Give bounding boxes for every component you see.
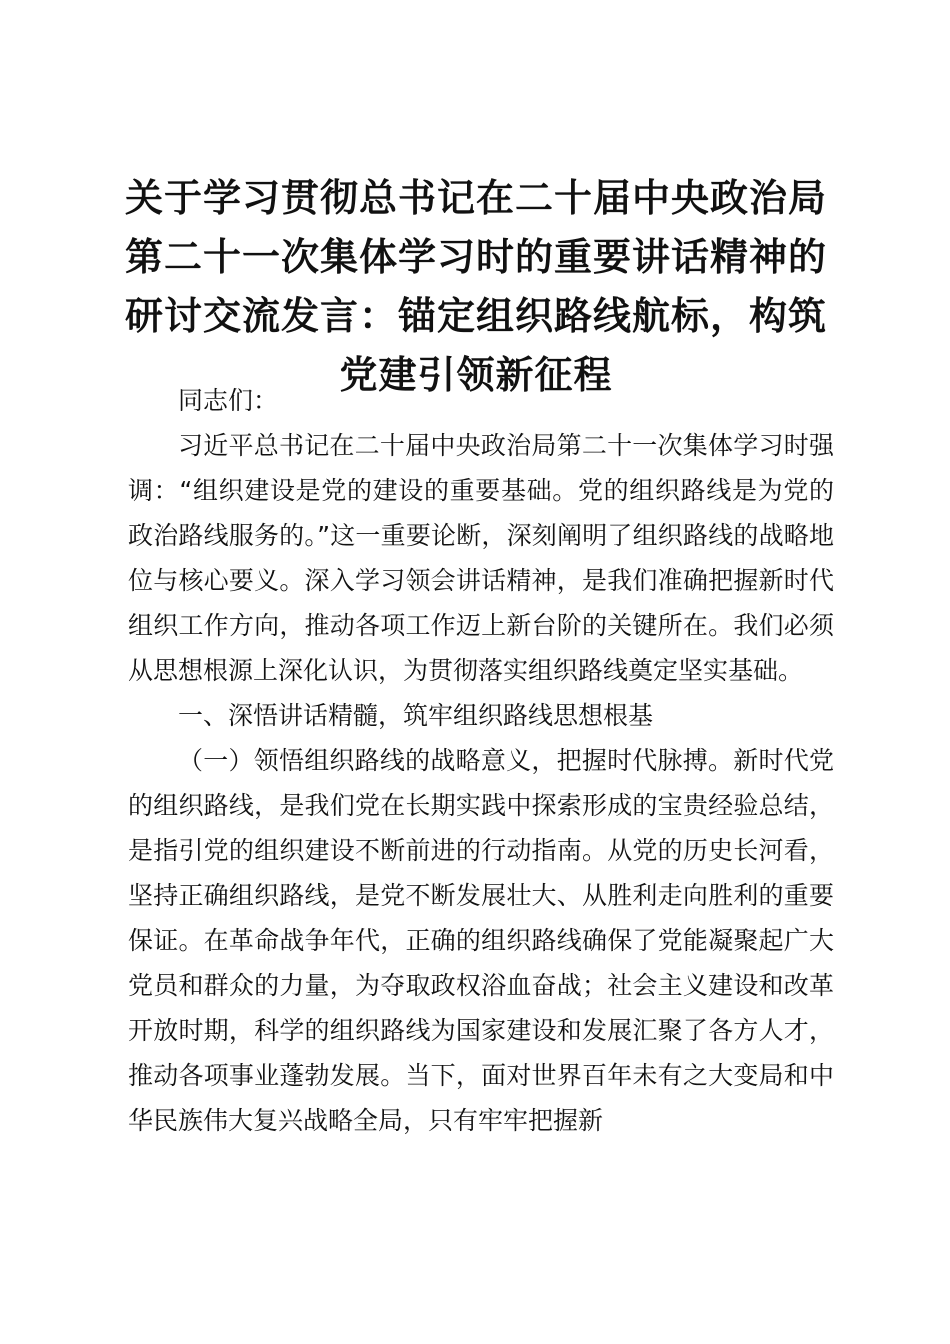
document-title: 关于学习贯彻总书记在二十届中央政治局第二十一次集体学习时的重要讲话精神的研讨交流发言：锚定组织路线航标，构筑党建引领新征程: [124, 175, 827, 397]
document-body: [128, 378, 834, 1143]
paragraph-section-1: （一）领悟组织路线的战略意义，把握时代脉搏。新时代党的组织路线，是我们党在长期实践中探索形成的宝贵经验总结，是指引党的组织建设不断前进的行动指南。从党的历史长河看，坚持正确组织路线，是党不断发展壮大、从胜利走向胜利的重要保证。在革命战争年代，正确的组织路线确保了党能凝聚起广大党员和群众的力量，为夺取政权浴血奋战；社会主义建设和改革开放时期，科学的组织路线为国家建设和发展汇聚了各方人才，推动各项事业蓬勃发展。当下，面对世界百年未有之大变局和中华民族伟大复兴战略全局，只有牢牢把握新: [128, 746, 834, 1135]
paragraph-intro: 习近平总书记在二十届中央政治局第二十一次集体学习时强调：“组织建设是党的建设的重要基础。党的组织路线是为党的政治路线服务的。”这一重要论断，深刻阐明了组织路线的战略地位与核心要义。深入学习领会讲话精神，是我们准确把握新时代组织工作方向，推动各项工作迈上新台阶的关键所在。我们必须从思想根源上深化认识，为贯彻落实组织路线奠定坚实基础。: [128, 431, 834, 685]
salutation: 同志们：: [178, 386, 279, 415]
section-heading: 一、深悟讲话精髓，筑牢组织路线思想根基: [178, 701, 654, 730]
